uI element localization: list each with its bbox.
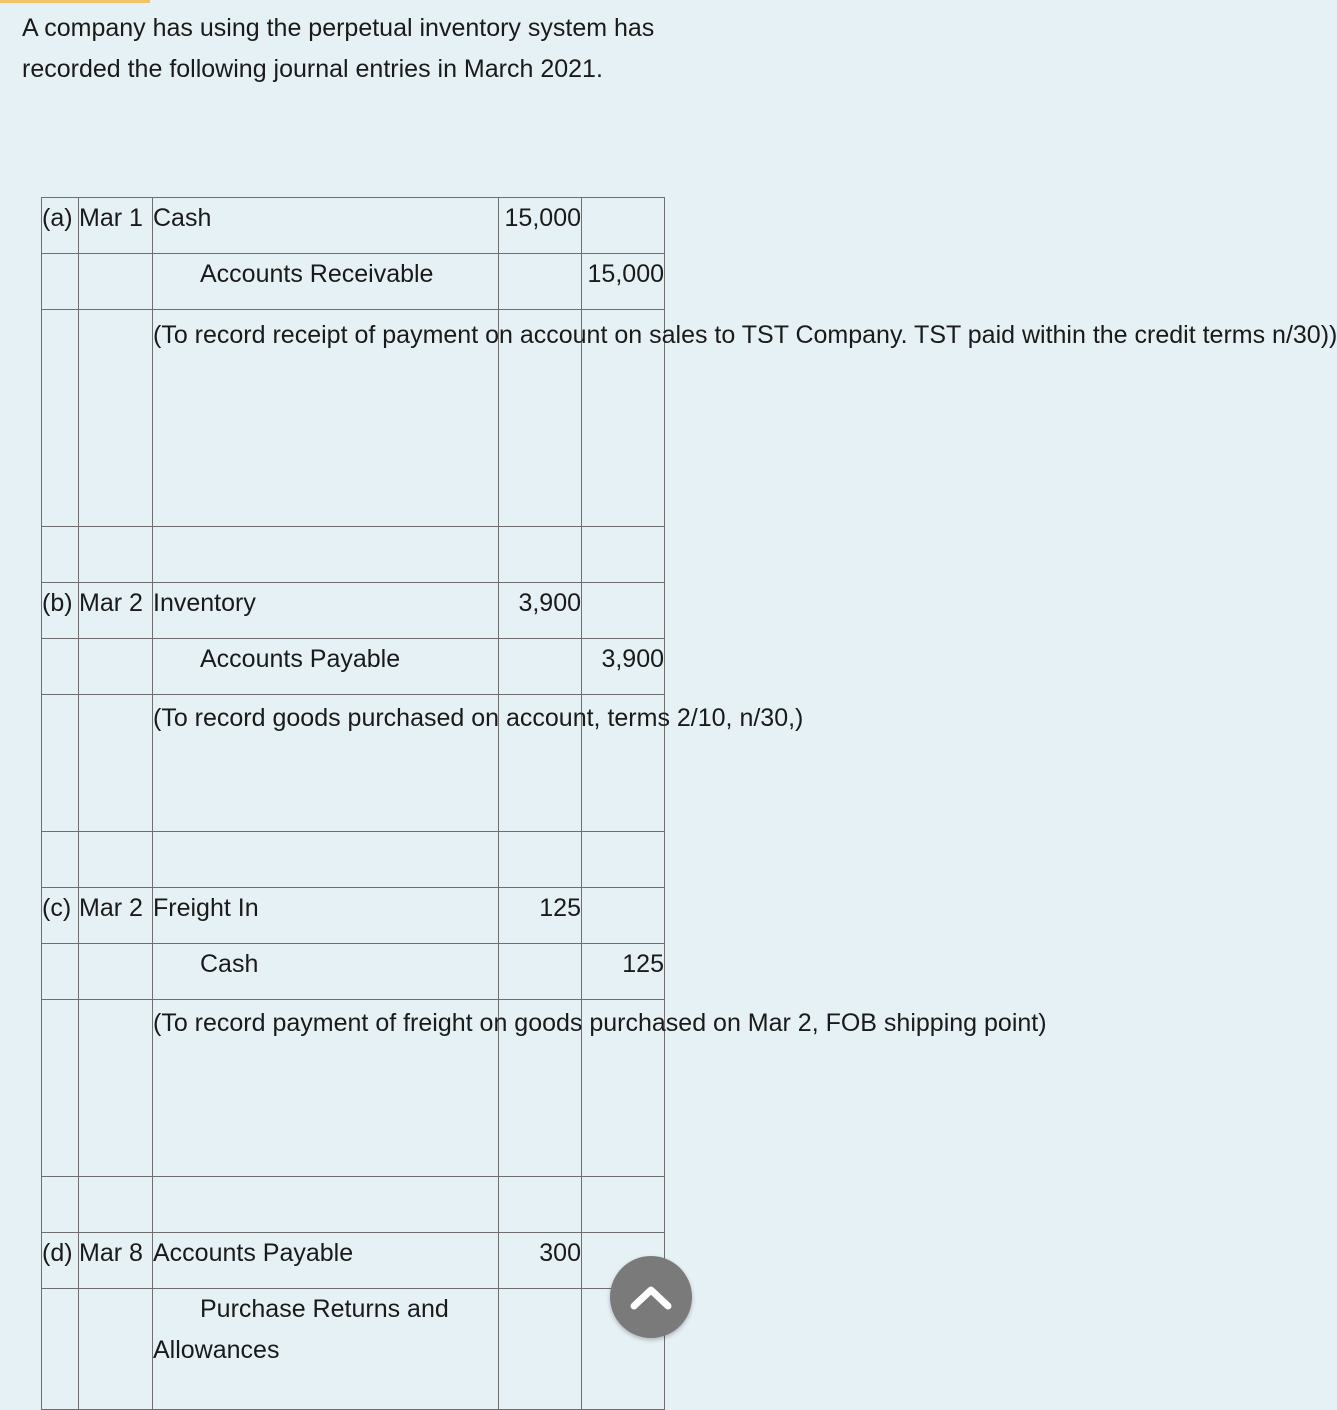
entry-date: Mar 8 [79, 1233, 153, 1289]
debit-account: Cash [153, 198, 499, 254]
entry-id: (d) [42, 1233, 79, 1289]
table-row [42, 527, 665, 583]
scroll-to-top-button[interactable] [610, 1256, 692, 1338]
table-row [42, 944, 665, 1000]
credit-account-line2: Allowances [153, 1335, 280, 1364]
credit-account: Accounts Receivable [200, 260, 434, 288]
chevron-up-icon [628, 1282, 674, 1312]
debit-amount: 300 [499, 1233, 582, 1289]
entry-date: Mar 2 [79, 888, 153, 944]
top-accent-bar [0, 0, 150, 3]
credit-cell [582, 198, 665, 254]
entry-date: Mar 2 [79, 583, 153, 639]
credit-amount: 15,000 [582, 254, 665, 310]
debit-account: Accounts Payable [153, 1233, 499, 1289]
credit-account: Accounts Payable [200, 645, 401, 673]
table-row [42, 1289, 665, 1410]
table-row [42, 310, 665, 527]
entry-id: (c) [42, 888, 79, 944]
table-row [42, 1177, 665, 1233]
debit-amount: 125 [499, 888, 582, 944]
table-row [42, 583, 665, 639]
memo: (To record receipt of payment on account on sales to TST Company. TST paid within the credit terms n/30)) [153, 310, 499, 527]
table-row [42, 198, 665, 254]
entry-date: Mar 1 [79, 198, 153, 254]
credit-amount: 125 [582, 944, 665, 1000]
credit-amount: 3,900 [582, 639, 665, 695]
entry-id: (b) [42, 583, 79, 639]
journal-entries-table [41, 197, 1337, 1410]
credit-account-cell [153, 1289, 499, 1410]
debit-amount: 3,900 [499, 583, 582, 639]
table-row [42, 832, 665, 888]
credit-account-cell [153, 254, 499, 310]
credit-account: Cash [200, 950, 259, 978]
memo: (To record goods purchased on account, terms 2/10, n/30,) [153, 695, 499, 832]
memo: (To record payment of freight on goods purchased on Mar 2, FOB shipping point) [153, 1000, 499, 1177]
table-row [42, 888, 665, 944]
table-row [42, 254, 665, 310]
credit-account-line1: Purchase Returns and [200, 1295, 449, 1323]
entry-id: (a) [42, 198, 79, 254]
question-text: A company has using the perpetual inventory system has recorded the following journal entries in March 2021. [22, 14, 655, 83]
table-row [42, 639, 665, 695]
table-row [42, 1000, 665, 1177]
debit-account: Freight In [153, 888, 499, 944]
table-row [42, 1233, 665, 1289]
table-row [42, 695, 665, 832]
debit-amount: 15,000 [499, 198, 582, 254]
debit-account: Inventory [153, 583, 499, 639]
